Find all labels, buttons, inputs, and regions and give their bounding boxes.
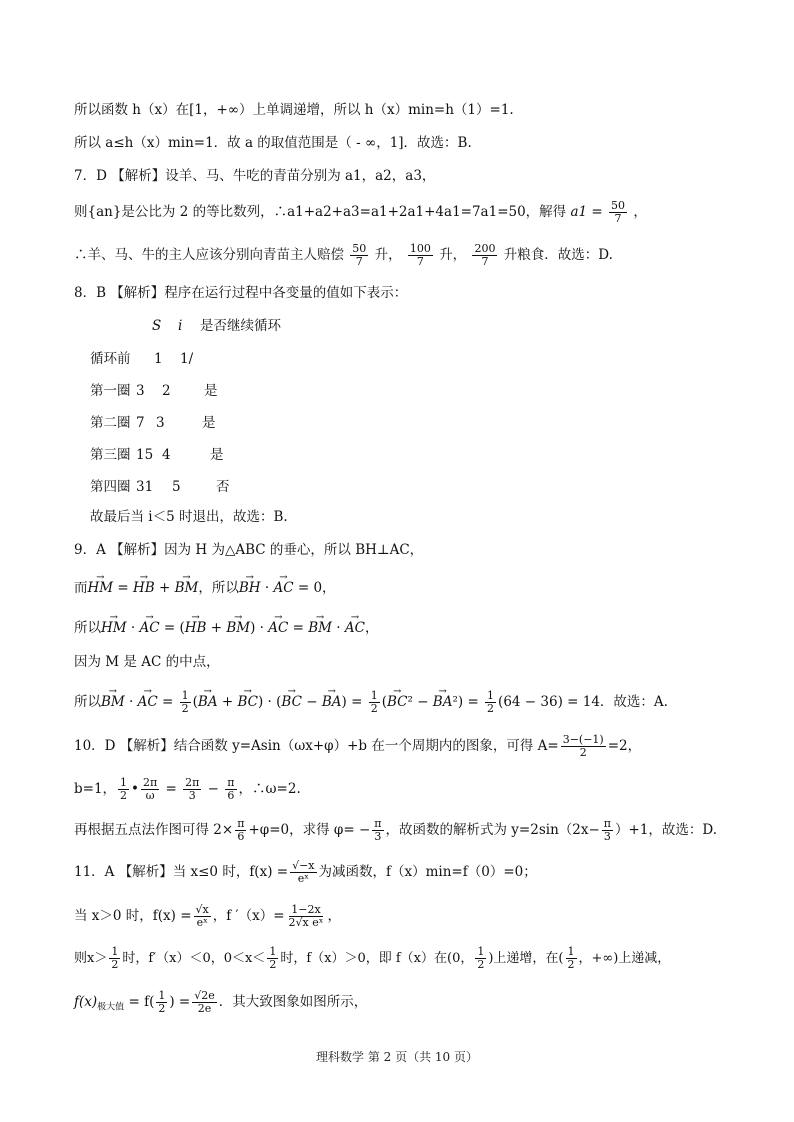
text-segment: ) ·: [250, 620, 269, 636]
text-line: 所以函数 h（x）在[1，+∞）上单调递增，所以 h（x）min=h（1）=1.: [74, 102, 514, 118]
text-segment: 为减函数，f（x）min=f（0）=0；: [318, 864, 537, 880]
vector: → BM: [175, 578, 199, 598]
fraction: [369, 690, 380, 715]
text-segment: +: [206, 620, 227, 636]
table-cell: 1: [154, 351, 163, 367]
table-cell: 是: [202, 415, 216, 431]
text-segment: ，故函数的解析式为 y=2sin（2x−: [385, 822, 600, 838]
text-segment: 所以: [74, 620, 101, 636]
denominator: 2: [120, 789, 128, 802]
vector: → BC: [237, 692, 258, 712]
text-segment: ，f ′（x）=: [212, 908, 285, 924]
text-segment: ²) =: [452, 694, 484, 710]
table-cell: 4: [162, 447, 171, 463]
text-line: [74, 243, 613, 268]
table-header: [152, 314, 281, 334]
text-segment: ∴羊、马、牛的主人应该分别向青苗主人赔偿: [74, 247, 344, 263]
vector: → BA: [322, 692, 342, 712]
denominator: eˣ: [297, 872, 309, 885]
fraction: [192, 990, 217, 1015]
table-cell: 2: [162, 383, 171, 399]
fraction: [372, 818, 383, 843]
text-segment: 升粮食．故选：D.: [503, 247, 613, 263]
fraction: [235, 818, 246, 843]
table-cell: 15: [136, 447, 154, 463]
denominator: 7: [481, 255, 489, 268]
text-segment: 时，f′（x）＜0，0＜x＜: [122, 951, 266, 966]
table-header-cell: 是否继续循环: [200, 318, 281, 334]
text-segment: 升，: [439, 247, 467, 263]
fraction: [141, 777, 159, 802]
vector: → BC: [387, 692, 408, 712]
table-header-cell: S: [152, 318, 162, 334]
denominator: 7: [614, 212, 622, 225]
denominator: 2: [181, 702, 189, 715]
denominator: 2: [269, 958, 277, 971]
table-cell: 是: [204, 383, 218, 399]
text-line: [74, 946, 670, 971]
table-cell: 1/: [180, 351, 194, 367]
text-segment: ，: [364, 620, 379, 636]
table-row: [90, 379, 218, 399]
text-line: [74, 990, 367, 1018]
fraction: [180, 690, 191, 715]
vector: → HM: [88, 578, 114, 598]
fraction: [109, 946, 120, 971]
denominator: 3: [374, 830, 382, 843]
numerator: 50: [352, 242, 367, 255]
text-segment: b=1，: [74, 781, 117, 797]
numerator: 50: [611, 199, 626, 212]
table-row: [90, 475, 230, 495]
vector: → AC: [139, 618, 159, 638]
problem-11-heading: [74, 860, 537, 885]
denominator: 2: [158, 1002, 166, 1015]
text-segment: ) =: [169, 994, 191, 1010]
math-segment: f(x): [74, 994, 98, 1010]
vector: → BM: [226, 618, 250, 638]
denominator: 3: [603, 830, 611, 843]
numerator: π: [237, 817, 245, 830]
table-header-cell: i: [178, 318, 183, 334]
text-segment: 所以: [74, 694, 101, 710]
text-segment: =: [161, 781, 182, 797]
numerator: 1: [181, 689, 189, 702]
denominator: 2: [567, 958, 575, 971]
text-segment: 升，: [374, 247, 402, 263]
numerator: 1: [370, 689, 378, 702]
vector-equation: [74, 578, 336, 598]
fraction: [194, 904, 211, 929]
fraction: [472, 243, 497, 268]
text-segment: +: [217, 694, 238, 710]
text-segment: 再根据五点法作图可得 2×: [74, 822, 234, 838]
text-segment: (: [192, 694, 198, 710]
page-footer: 理科数学 第 2 页（共 10 页）: [316, 1050, 478, 1064]
table-row: [90, 347, 193, 367]
text-line: [74, 818, 717, 843]
numerator: 1: [120, 776, 128, 789]
numerator: π: [227, 776, 235, 789]
text-segment: =: [288, 620, 309, 636]
fraction: [485, 690, 496, 715]
text-segment: 10．D 【解析】结合函数 y=Asin（ωx+φ）+b 在一个周期内的图象，可得 A=: [74, 738, 559, 754]
table-cell: 7: [136, 415, 145, 431]
denominator: 2e: [197, 1002, 212, 1015]
numerator: 1−2x: [291, 903, 321, 916]
problem-7-heading: 7．D 【解析】设羊、马、牛吃的青苗分别为 a1，a2，a3，: [74, 168, 436, 184]
text-segment: ）+1，故选：D.: [615, 822, 718, 838]
table-cell: 第二圈: [90, 415, 131, 431]
vector: → BH: [239, 578, 261, 598]
text-segment: = f(: [124, 994, 155, 1010]
text-segment: −: [203, 781, 224, 797]
denominator: 6: [237, 830, 245, 843]
fraction: [287, 904, 326, 929]
table-cell: 循环前: [90, 351, 131, 367]
text-segment: ，所以: [198, 580, 239, 596]
fraction: [408, 243, 433, 268]
problem-8-heading: 8．B 【解析】程序在运行过程中各变量的值如下表示：: [74, 285, 408, 301]
vector: → AC: [273, 578, 293, 598]
numerator: 2π: [185, 776, 200, 789]
vector-equation: [74, 618, 378, 638]
fraction: [350, 243, 368, 268]
text-segment: ² −: [407, 694, 433, 710]
problem-10-heading: [74, 734, 641, 759]
numerator: √−x: [292, 859, 315, 872]
fraction: [475, 946, 486, 971]
fraction: [267, 946, 278, 971]
vector: → BA: [433, 692, 453, 712]
fraction: [183, 777, 201, 802]
table-cell: 3: [156, 415, 165, 431]
text-segment: 11．A 【解析】当 x≤0 时，f(x) =: [74, 864, 289, 880]
problem-9-heading: 9．A 【解析】因为 H 为△ABC 的垂心，所以 BH⊥AC，: [74, 542, 424, 558]
text-segment: (: [381, 694, 387, 710]
text-segment: +φ=0，求得 φ= −: [248, 822, 371, 838]
numerator: √2e: [194, 989, 215, 1002]
table-cell: 31: [136, 479, 154, 495]
text-line: 因为 M 是 AC 的中点，: [74, 654, 220, 670]
fraction: [118, 777, 129, 802]
text-segment: ) · (: [258, 694, 282, 710]
text-segment: ·: [124, 694, 138, 710]
text-segment: =: [157, 694, 178, 710]
vector: → AC: [268, 618, 288, 638]
text-segment: ，+∞)上递减，: [578, 951, 671, 966]
vector: → HB: [185, 618, 207, 638]
denominator: 7: [416, 255, 424, 268]
vector-equation: [74, 690, 668, 715]
numerator: 1: [477, 945, 485, 958]
text-segment: ·: [260, 580, 274, 596]
text-segment: •: [131, 781, 140, 797]
table-row: [90, 443, 224, 463]
text-segment: =2，: [607, 738, 642, 754]
numerator: 1: [158, 989, 166, 1002]
numerator: 1: [269, 945, 277, 958]
numerator: π: [603, 817, 612, 830]
denominator: 2: [487, 702, 495, 715]
text-segment: +: [154, 580, 175, 596]
table-cell: 第四圈: [90, 479, 131, 495]
fraction: [290, 860, 316, 885]
denominator: 7: [355, 255, 363, 268]
fraction: [566, 946, 577, 971]
text-segment: ·: [126, 620, 140, 636]
denominator: 3: [188, 789, 196, 802]
table-row: [90, 411, 216, 431]
text-segment: ) =: [341, 694, 367, 710]
numerator: 200: [474, 242, 496, 255]
fraction: [561, 734, 606, 759]
text-segment: ，: [327, 908, 341, 924]
text-segment: −: [301, 694, 322, 710]
text-segment: ，∴ω=2.: [238, 781, 301, 797]
vector: → AC: [345, 618, 365, 638]
numerator: 2π: [143, 776, 158, 789]
vector: → BM: [308, 618, 332, 638]
numerator: √x: [195, 903, 209, 916]
denominator: 6: [227, 789, 235, 802]
text-line: 所以 a≤h（x）min=1．故 a 的取值范围是（ - ∞，1]．故选：B.: [74, 135, 472, 151]
text-segment: 当 x＞0 时，f(x) =: [74, 908, 192, 924]
text-segment: ．其大致图象如图所示，: [218, 994, 368, 1010]
table-cell: 否: [216, 479, 230, 495]
table-cell: 3: [136, 383, 145, 399]
text-segment: ·: [332, 620, 345, 636]
denominator: 2: [579, 746, 587, 759]
vector: → HM: [101, 618, 127, 638]
vector: → BM: [101, 692, 125, 712]
text-segment: )上递增，在(: [488, 951, 564, 966]
denominator: 2: [370, 702, 378, 715]
numerator: 1: [567, 945, 575, 958]
fraction: [225, 777, 236, 802]
vector: → HB: [133, 578, 155, 598]
table-cell: 5: [172, 479, 181, 495]
numerator: 1: [111, 945, 119, 958]
text-segment: 则x＞: [74, 951, 108, 966]
vector: → BC: [281, 692, 302, 712]
denominator: 2: [111, 958, 119, 971]
text-line: [74, 777, 301, 802]
numerator: 3−(−1): [562, 733, 604, 746]
text-segment: =: [113, 580, 134, 596]
math-segment: a1 =: [570, 204, 603, 220]
text-segment: = (: [159, 620, 185, 636]
denominator: 2: [477, 958, 485, 971]
vector: → BA: [198, 692, 218, 712]
fraction: [156, 990, 167, 1015]
text-line: 故最后当 i＜5 时退出，故选：B.: [90, 509, 288, 525]
fraction: [609, 200, 627, 225]
text-segment: 则{an}是公比为 2 的等比数列，∴a1+a2+a3=a1+2a1+4a1=7a1=50，解得: [74, 204, 567, 220]
fraction: [602, 818, 613, 843]
denominator: ω: [145, 789, 155, 802]
denominator: 2√x eˣ: [288, 916, 324, 929]
text-segment: (64 − 36) = 14．故选：A.: [498, 694, 668, 710]
subscript: 极大值: [97, 1002, 125, 1013]
denominator: eˣ: [196, 916, 208, 929]
table-cell: 第三圈: [90, 447, 131, 463]
vector: → AC: [138, 692, 158, 712]
text-line: [74, 904, 341, 929]
text-segment: ，: [633, 204, 647, 220]
text-segment: 时，f（x）＞0，即 f（x）在(0，: [280, 951, 474, 966]
numerator: 1: [487, 689, 495, 702]
text-segment: = 0，: [293, 580, 336, 596]
text-line: [74, 200, 647, 225]
numerator: π: [374, 817, 382, 830]
table-cell: 第一圈: [90, 383, 131, 399]
text-segment: 而: [74, 580, 88, 596]
table-cell: 是: [210, 447, 224, 463]
numerator: 100: [409, 242, 431, 255]
